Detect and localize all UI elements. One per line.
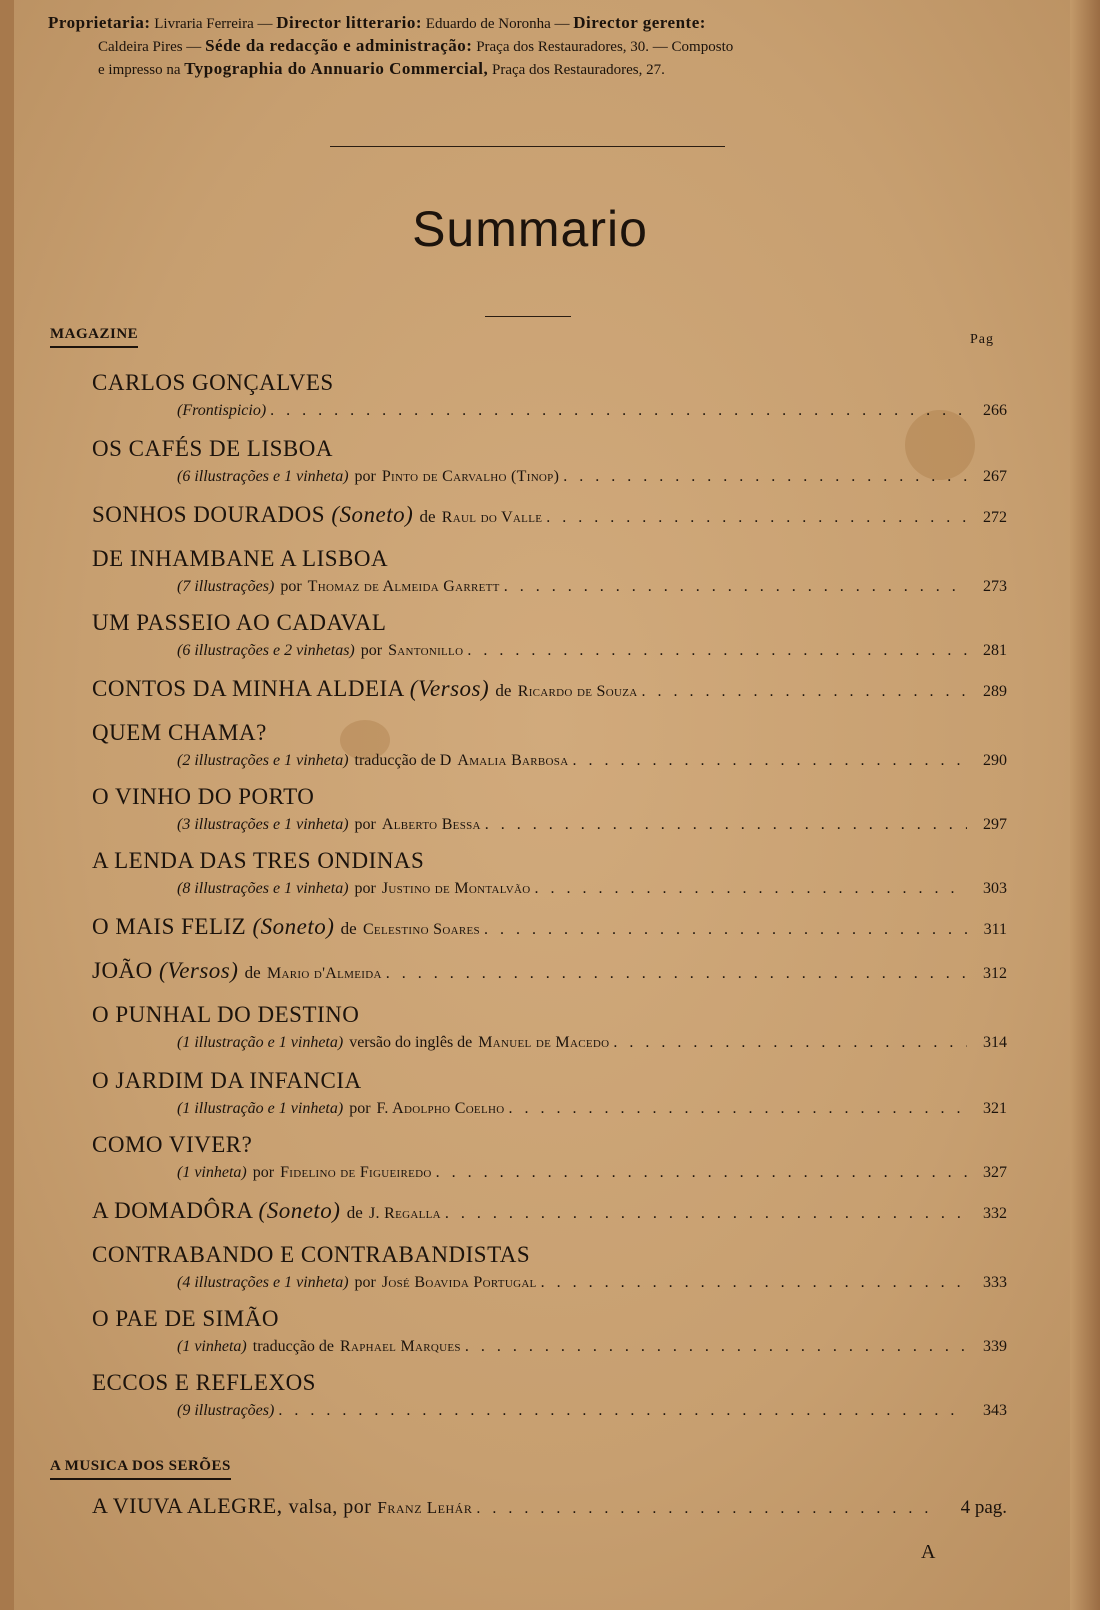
manager: Caldeira Pires — <box>98 39 202 55</box>
printed: e impresso na <box>98 62 181 78</box>
entry-illustrations: (8 illustrações e 1 vinheta) <box>177 880 349 897</box>
toc-entry[interactable] <box>92 1370 1007 1420</box>
printer-address: Praça dos Restauradores, 27. <box>492 62 665 78</box>
entry-author: Celestino Soares <box>362 921 480 938</box>
leader-dots <box>472 1500 941 1518</box>
entry-title-line <box>92 676 637 702</box>
entry-title: O MAIS FELIZ <box>92 914 247 939</box>
toc-entry[interactable] <box>92 436 1007 486</box>
entry-title-line <box>92 1242 530 1268</box>
entry-title: CARLOS GONÇALVES <box>92 370 334 395</box>
leader-dots <box>609 1034 967 1052</box>
entry-title: A LENDA DAS TRES ONDINAS <box>92 848 425 873</box>
toc-entry[interactable] <box>92 1002 1007 1052</box>
leader-dots <box>637 683 967 701</box>
leader-dots <box>481 816 967 834</box>
entry-title: OS CAFÉS DE LISBOA <box>92 436 333 461</box>
entry-preposition: de <box>495 681 512 700</box>
entry-title: O PAE DE SIMÃO <box>92 1306 279 1331</box>
entry-preposition: por <box>354 1274 376 1291</box>
toc-entry[interactable] <box>92 610 1007 660</box>
entry-title: O PUNHAL DO DESTINO <box>92 1002 360 1027</box>
entry-illustrations: (7 illustrações) <box>177 578 275 595</box>
entry-page-number: 303 <box>983 880 1007 897</box>
entry-title: DE INHAMBANE A LISBOA <box>92 546 389 571</box>
entry-illustrations: (4 illustrações e 1 vinheta) <box>177 1274 349 1291</box>
entry-title-line <box>92 784 314 810</box>
entry-title-line <box>92 720 267 746</box>
entry-genre: (Soneto) <box>252 914 335 939</box>
toc-entry[interactable] <box>92 1306 1007 1356</box>
music-pages: 4 pag. <box>960 1497 1007 1518</box>
music-entry <box>92 1493 1007 1519</box>
toc-entry[interactable] <box>92 546 1007 596</box>
owner: Livraria Ferreira — <box>154 16 273 32</box>
entry-author: Manuel de Macedo <box>478 1034 610 1051</box>
entry-title: SONHOS DOURADOS <box>92 502 326 527</box>
toc-entry[interactable] <box>92 1198 1007 1224</box>
leader-dots <box>382 965 967 983</box>
entry-illustrations: (1 vinheta) <box>177 1338 247 1355</box>
toc-entry[interactable] <box>92 676 1007 702</box>
leader-dots <box>500 578 967 596</box>
entry-author: Justino de Montalvão <box>381 880 531 897</box>
toc-entry[interactable] <box>92 1132 1007 1182</box>
entry-title: QUEM CHAMA? <box>92 720 267 745</box>
leader-dots <box>432 1164 967 1182</box>
entry-title-line <box>92 436 333 462</box>
entry-author: José Boavida Portugal <box>381 1274 537 1291</box>
lit-director-label: Director litterario: <box>276 13 423 32</box>
entry-genre: (Versos) <box>159 958 239 983</box>
entry-page-number: 333 <box>983 1274 1007 1291</box>
leader-dots <box>461 1338 967 1356</box>
entry-illustrations: (1 illustração e 1 vinheta) <box>177 1100 344 1117</box>
section-heading-magazine: MAGAZINE <box>50 326 138 348</box>
entry-preposition: por <box>252 1164 275 1181</box>
entry-page-number: 267 <box>983 468 1007 485</box>
entry-author: J. Regalla <box>369 1205 441 1222</box>
leader-dots <box>542 509 967 527</box>
leader-dots <box>504 1100 967 1118</box>
entry-title-line <box>92 610 386 636</box>
entry-illustrations: (6 illustrações e 2 vinhetas) <box>177 642 355 659</box>
entry-page-number: 312 <box>983 965 1007 982</box>
entry-author: Fidelino de Figueiredo <box>280 1164 432 1181</box>
entry-title-line <box>92 1002 359 1028</box>
entry-illustrations: (2 illustrações e 1 vinheta) <box>177 752 349 769</box>
entry-author: Mario d'Almeida <box>266 965 382 982</box>
entry-preposition: por <box>354 816 376 833</box>
entry-title-line <box>92 502 542 528</box>
leader-dots <box>274 1402 967 1420</box>
music-title-line <box>92 1493 472 1519</box>
toc-entry[interactable] <box>92 848 1007 898</box>
entry-title-line <box>92 1370 316 1396</box>
entry-preposition: de <box>244 963 261 982</box>
entry-title-line <box>92 848 424 874</box>
toc-entry[interactable] <box>92 784 1007 834</box>
owner-label: Proprietaria: <box>48 13 151 32</box>
entry-title: UM PASSEIO AO CADAVAL <box>92 610 387 635</box>
entry-page-number: 281 <box>983 642 1007 659</box>
toc-entry[interactable] <box>92 1068 1007 1118</box>
entry-illustrations: (1 vinheta) <box>177 1164 247 1181</box>
entry-preposition: por <box>280 578 302 595</box>
entry-page-number: 321 <box>983 1100 1007 1117</box>
toc-entry[interactable] <box>92 502 1007 528</box>
music-author: Franz Lehár <box>377 1498 473 1517</box>
entry-title: O JARDIM DA INFANCIA <box>92 1068 362 1093</box>
toc-entry[interactable] <box>92 1242 1007 1292</box>
entry-genre: (Soneto) <box>331 502 414 527</box>
page-title: Summario <box>412 201 648 257</box>
entry-title: O VINHO DO PORTO <box>92 784 315 809</box>
music-desc: valsa, por <box>288 1496 372 1518</box>
entry-preposition: traducção de <box>252 1338 335 1355</box>
entry-illustrations: (Frontispicio) <box>177 402 267 419</box>
entry-preposition: versão do inglês de <box>349 1034 473 1051</box>
entry-title-line <box>92 1306 279 1332</box>
entry-preposition: por <box>354 468 376 485</box>
entry-title: CONTOS DA MINHA ALDEIA <box>92 676 404 701</box>
seat-label: Séde da redacção e administração: <box>205 36 473 55</box>
entry-title-line <box>92 1198 441 1224</box>
entry-page-number: 332 <box>983 1205 1007 1222</box>
entry-page-number: 311 <box>983 921 1007 938</box>
entry-title-line <box>92 546 388 572</box>
entry-title: JOÃO <box>92 958 153 983</box>
entry-page-number: 266 <box>983 402 1007 419</box>
section-heading-music: A MUSICA DOS SERÕES <box>50 1458 231 1480</box>
leader-dots <box>480 921 967 939</box>
signature-mark: A <box>921 1541 936 1563</box>
toc-entry[interactable] <box>92 720 1007 770</box>
entry-genre: (Versos) <box>409 676 490 701</box>
entry-author: Amalia Barbosa <box>457 752 569 769</box>
entry-title-line <box>92 1132 252 1158</box>
entry-illustrations: (1 illustração e 1 vinheta) <box>177 1034 344 1051</box>
entry-title: A DOMADÔRA <box>92 1198 253 1223</box>
leader-dots <box>441 1205 967 1223</box>
entry-preposition: de <box>419 507 436 526</box>
entry-title-line <box>92 958 382 984</box>
lit-director: Eduardo de Noronha — <box>425 16 570 32</box>
entry-illustrations: (3 illustrações e 1 vinheta) <box>177 816 349 833</box>
entry-page-number: 273 <box>983 578 1007 595</box>
entry-page-number: 289 <box>983 683 1007 700</box>
entry-page-number: 343 <box>983 1402 1007 1419</box>
entry-author: Raphael Marques <box>340 1338 461 1355</box>
entry-page-number: 314 <box>983 1034 1007 1051</box>
entry-title-line <box>92 370 334 396</box>
leader-dots <box>266 402 967 420</box>
entry-genre: (Soneto) <box>258 1198 341 1223</box>
entry-title-line <box>92 914 480 940</box>
entry-illustrations: (6 illustrações e 1 vinheta) <box>177 468 349 485</box>
entry-author: Santonillo <box>388 642 464 659</box>
leader-dots <box>531 880 967 898</box>
entry-author: Thomaz de Almeida Garrett <box>307 578 500 595</box>
leader-dots <box>537 1274 967 1292</box>
entry-preposition: por <box>349 1100 371 1117</box>
entry-preposition: por <box>360 642 383 659</box>
entry-title: COMO VIVER? <box>92 1132 253 1157</box>
entry-page-number: 327 <box>983 1164 1007 1181</box>
entry-author: Pinto de Carvalho (Tinop) <box>381 468 560 485</box>
entry-preposition: traducção de D <box>354 752 452 769</box>
toc-entry[interactable] <box>92 914 1007 940</box>
seat: Praça dos Restauradores, 30. — Composto <box>476 39 734 55</box>
entry-author: Ricardo de Souza <box>517 683 638 700</box>
leader-dots <box>463 642 967 660</box>
entry-preposition: de <box>346 1203 363 1222</box>
leader-dots <box>568 752 967 770</box>
entry-title-line <box>92 1068 362 1094</box>
entry-preposition: por <box>354 880 376 897</box>
entry-author: Alberto Bessa <box>381 816 481 833</box>
entry-page-number: 339 <box>983 1338 1007 1355</box>
entry-page-number: 272 <box>983 509 1007 526</box>
entry-author: Raul do Valle <box>441 509 543 526</box>
leader-dots <box>559 468 967 486</box>
entry-page-number: 297 <box>983 816 1007 833</box>
page-column-heading: Pag <box>970 332 994 347</box>
toc-entry[interactable] <box>92 958 1007 984</box>
entry-preposition: de <box>340 919 357 938</box>
entry-author: F. Adolpho Coelho <box>376 1100 505 1117</box>
music-title: A VIUVA ALEGRE, <box>92 1493 283 1518</box>
entry-illustrations: (9 illustrações) <box>177 1402 275 1419</box>
manager-label: Director gerente: <box>573 13 706 32</box>
entry-title: ECCOS E REFLEXOS <box>92 1370 316 1395</box>
printer-label: Typographia do Annuario Commercial, <box>184 59 489 78</box>
entry-page-number: 290 <box>983 752 1007 769</box>
entry-title: CONTRABANDO E CONTRABANDISTAS <box>92 1242 531 1267</box>
toc-entry[interactable] <box>92 370 1007 420</box>
